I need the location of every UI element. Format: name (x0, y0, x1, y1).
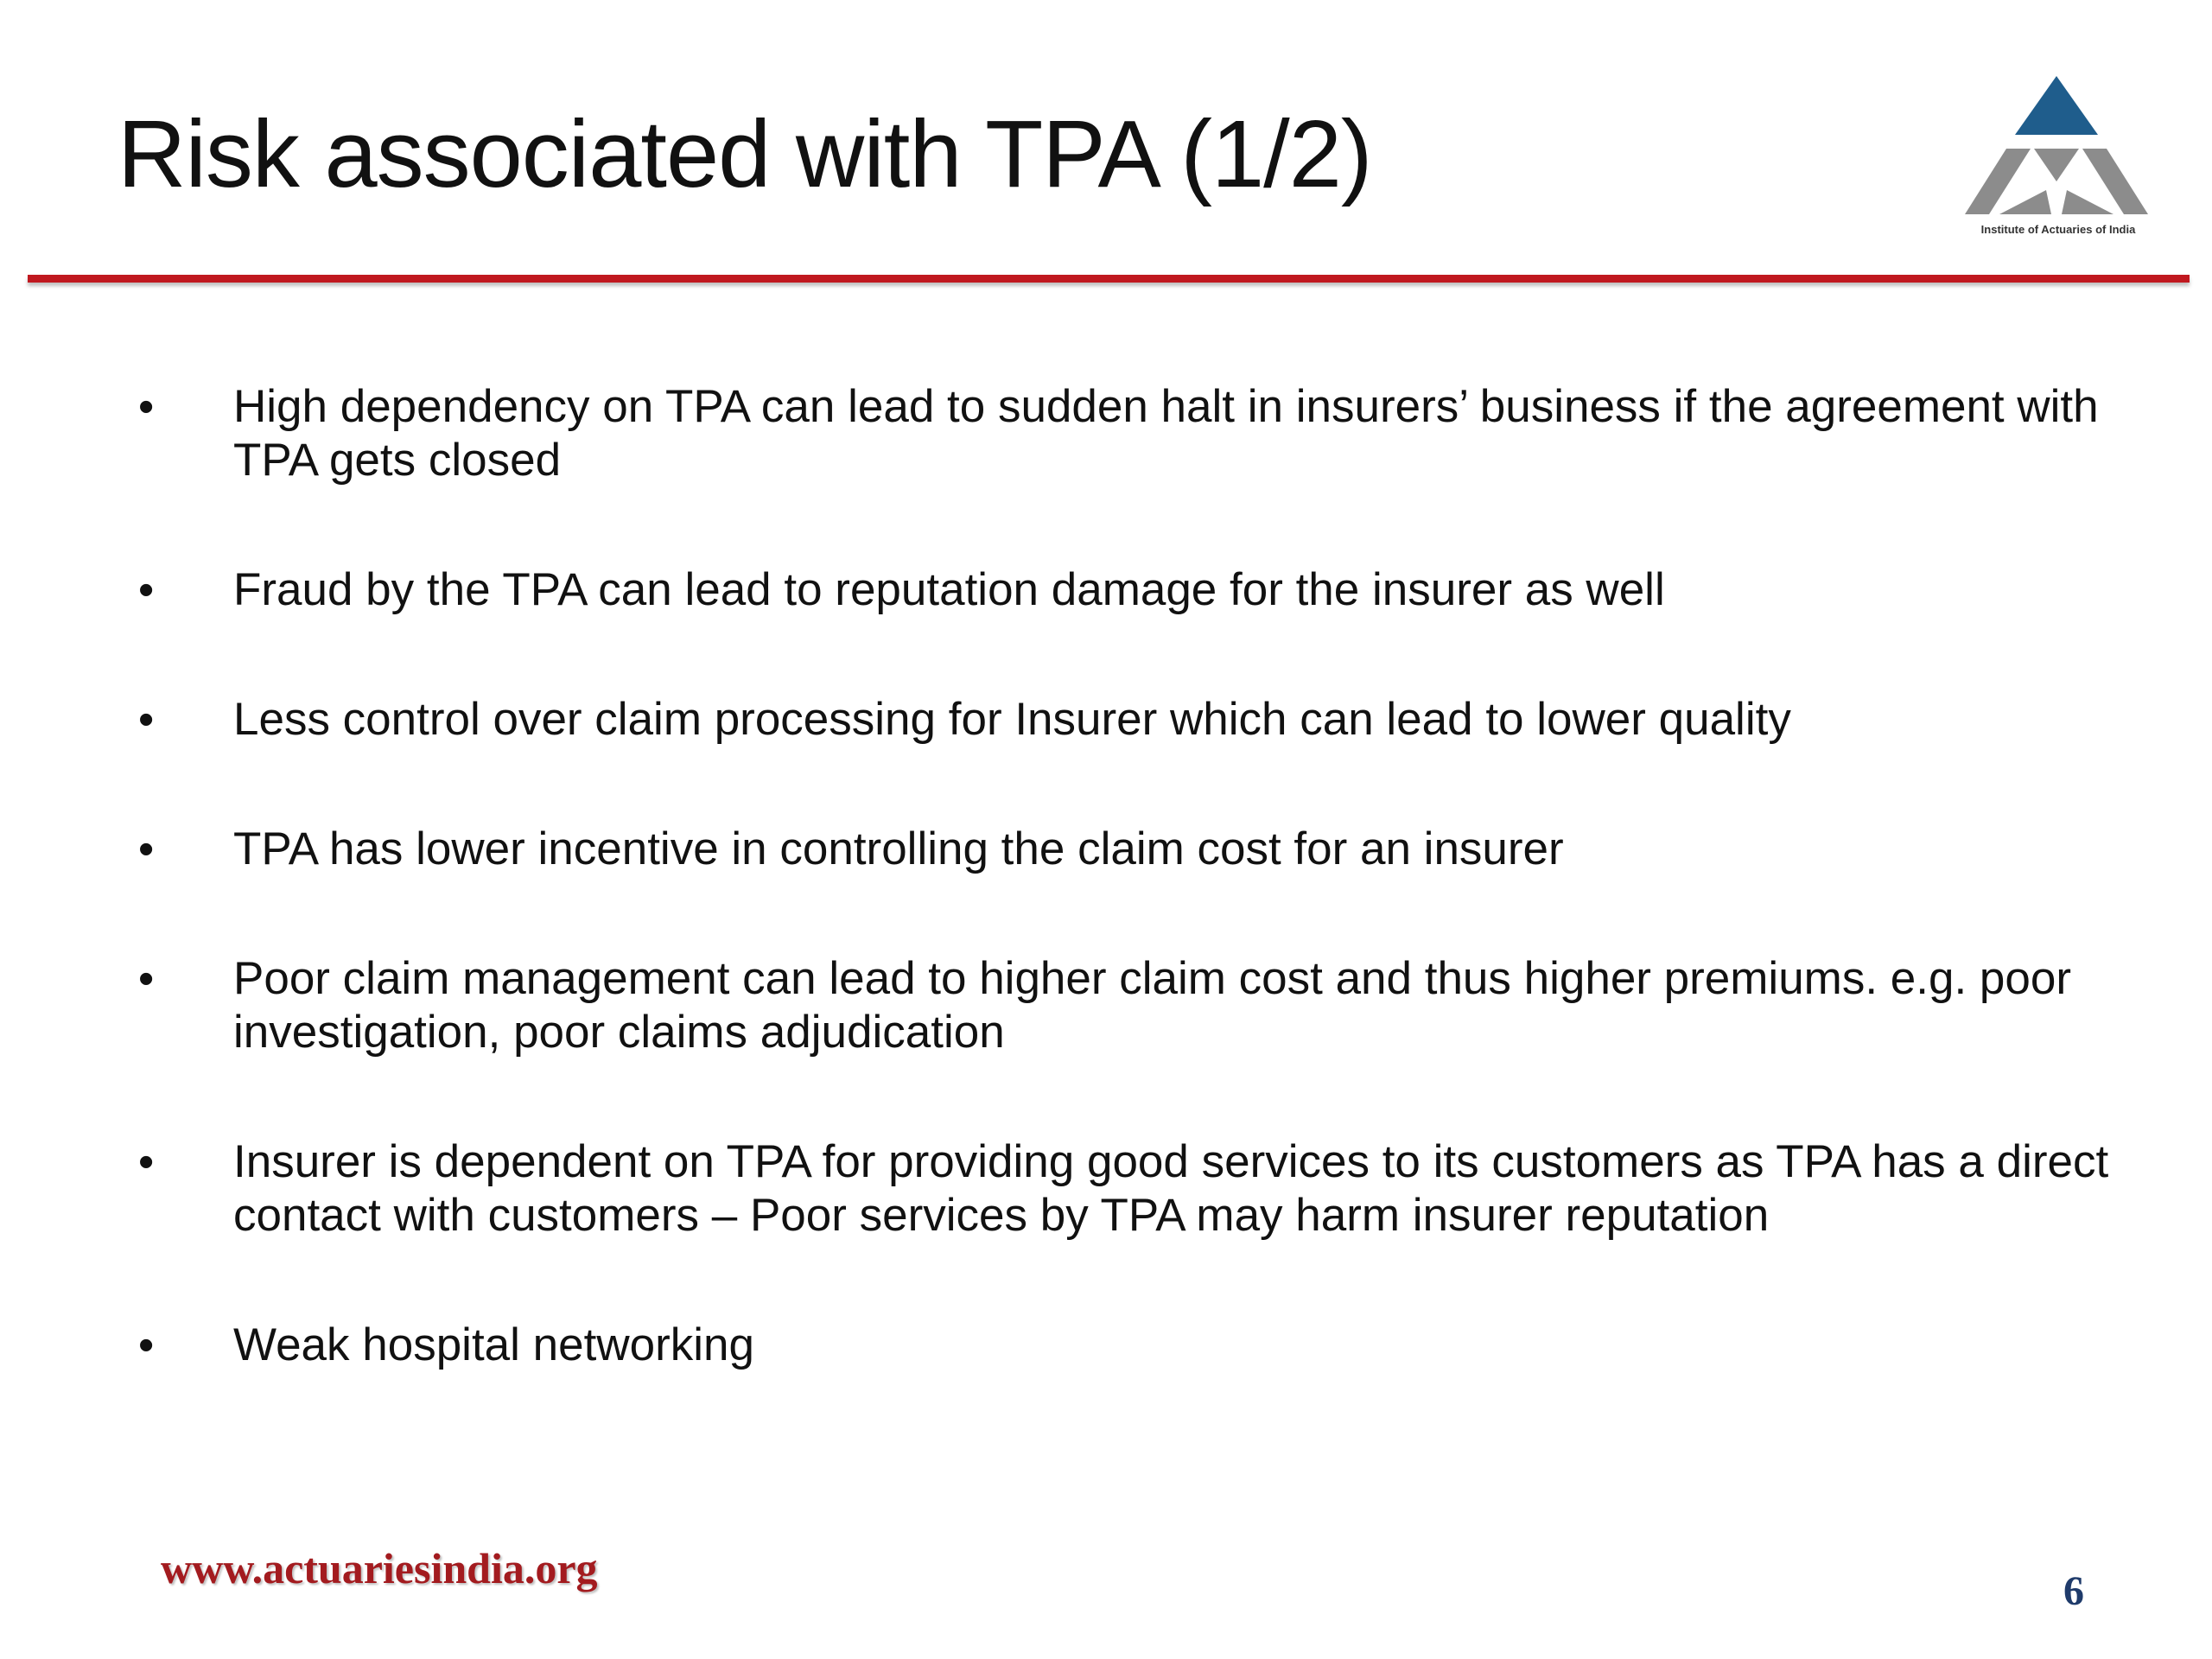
page-number: 6 (2063, 1568, 2084, 1614)
logo-caption: Institute of Actuaries of India (1980, 223, 2136, 236)
bullet-marker: • (138, 695, 155, 745)
slide-title: Risk associated with TPA (1/2) (118, 101, 1372, 207)
institute-logo (1944, 69, 2169, 242)
bullet-list (130, 380, 2117, 1448)
bullet-text: Fraud by the TPA can lead to reputation damage for the insurer as well (233, 564, 1665, 615)
bullet-item (130, 1319, 2117, 1372)
bullet-text: Insurer is dependent on TPA for providing good services to its customers as TPA has a direct contact with customers – Poor services by TPA may harm insurer reputation (233, 1136, 2109, 1241)
footer-website-link[interactable]: www.actuariesindia.org (161, 1544, 598, 1592)
bullet-marker: • (138, 1320, 155, 1370)
bullet-text: High dependency on TPA can lead to sudden halt in insurers’ business if the agreement with TPA gets closed (233, 381, 2099, 486)
bullet-marker: • (138, 565, 155, 615)
bullet-marker: • (138, 382, 155, 432)
bullet-text: TPA has lower incentive in controlling the claim cost for an insurer (233, 823, 1564, 874)
bullet-text: Less control over claim processing for Insurer which can lead to lower quality (233, 694, 1791, 745)
bullet-text: Weak hospital networking (233, 1319, 754, 1370)
bullet-item (130, 952, 2117, 1059)
logo-inner-v (2034, 149, 2079, 181)
logo-base-right (2062, 190, 2113, 214)
bullet-marker: • (138, 1137, 155, 1187)
bullet-item (130, 693, 2117, 747)
bullet-item (130, 823, 2117, 876)
bullet-item (130, 380, 2117, 487)
bullet-marker: • (138, 824, 155, 874)
bullet-item (130, 1135, 2117, 1243)
bullet-marker: • (138, 954, 155, 1004)
logo-blue-triangle (2015, 76, 2098, 135)
logo-base-left (1999, 190, 2051, 214)
bullet-item (130, 563, 2117, 617)
title-divider (28, 275, 2190, 283)
bullet-text: Poor claim management can lead to higher claim cost and thus higher premiums. e.g. poor investigation, poor claims adjudication (233, 953, 2071, 1058)
